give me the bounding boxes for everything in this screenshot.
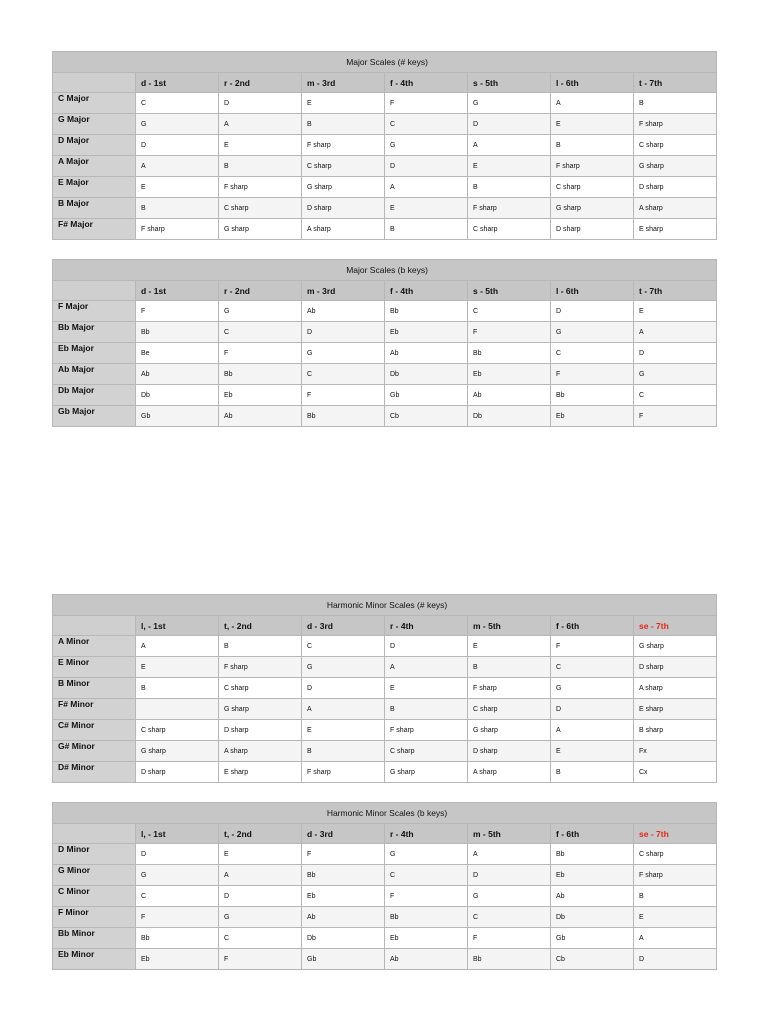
note-cell: E sharp bbox=[219, 762, 302, 783]
scale-name: F Major bbox=[53, 301, 136, 322]
note-cell: D sharp bbox=[551, 219, 634, 240]
note-cell: Ab bbox=[385, 343, 468, 364]
harmonic-minor-flat-keys-table bbox=[52, 802, 717, 970]
note-cell: E bbox=[136, 177, 219, 198]
note-cell: F sharp bbox=[302, 762, 385, 783]
note-cell: C sharp bbox=[468, 219, 551, 240]
scale-name: D Minor bbox=[53, 844, 136, 865]
note-cell: F sharp bbox=[468, 678, 551, 699]
note-cell: G sharp bbox=[302, 177, 385, 198]
degree-header: r - 4th bbox=[385, 824, 468, 844]
note-cell: A bbox=[136, 636, 219, 657]
table-title: Harmonic Minor Scales (# keys) bbox=[53, 595, 717, 616]
scale-name: D# Minor bbox=[53, 762, 136, 783]
note-cell: C bbox=[136, 886, 219, 907]
note-cell: F sharp bbox=[634, 865, 717, 886]
note-cell: D sharp bbox=[634, 657, 717, 678]
note-cell: Db bbox=[551, 907, 634, 928]
note-cell: F bbox=[219, 949, 302, 970]
degree-header-leading-tone: se - 7th bbox=[634, 616, 717, 636]
note-cell: A bbox=[634, 928, 717, 949]
note-cell: Be bbox=[136, 343, 219, 364]
note-cell: B sharp bbox=[634, 720, 717, 741]
note-cell: A sharp bbox=[634, 678, 717, 699]
note-cell: D bbox=[385, 156, 468, 177]
note-cell: E bbox=[385, 678, 468, 699]
note-cell: G sharp bbox=[551, 198, 634, 219]
note-cell: Bb bbox=[136, 928, 219, 949]
note-cell: D bbox=[136, 844, 219, 865]
note-cell: B bbox=[551, 762, 634, 783]
table-title: Major Scales (# keys) bbox=[53, 52, 717, 73]
note-cell: A bbox=[302, 699, 385, 720]
note-cell: G bbox=[219, 301, 302, 322]
note-cell: Ab bbox=[551, 886, 634, 907]
corner-cell bbox=[53, 616, 136, 636]
degree-header: s - 5th bbox=[468, 281, 551, 301]
note-cell: F sharp bbox=[219, 657, 302, 678]
note-cell: D bbox=[219, 886, 302, 907]
note-cell: D bbox=[634, 949, 717, 970]
note-cell: Cb bbox=[385, 406, 468, 427]
note-cell: E bbox=[634, 907, 717, 928]
note-cell: D sharp bbox=[136, 762, 219, 783]
note-cell: C sharp bbox=[468, 699, 551, 720]
note-cell: Eb bbox=[551, 865, 634, 886]
degree-header: r - 4th bbox=[385, 616, 468, 636]
note-cell: A sharp bbox=[468, 762, 551, 783]
note-cell: C bbox=[385, 865, 468, 886]
note-cell: C bbox=[302, 636, 385, 657]
scale-name: B Minor bbox=[53, 678, 136, 699]
degree-header: t, - 2nd bbox=[219, 824, 302, 844]
degree-header: t, - 2nd bbox=[219, 616, 302, 636]
note-cell: Db bbox=[468, 406, 551, 427]
degree-header: d - 3rd bbox=[302, 616, 385, 636]
note-cell: Ab bbox=[385, 949, 468, 970]
table-row bbox=[53, 907, 717, 928]
note-cell: F sharp bbox=[634, 114, 717, 135]
note-cell: G sharp bbox=[634, 636, 717, 657]
degree-header: l - 6th bbox=[551, 281, 634, 301]
scale-name: E Minor bbox=[53, 657, 136, 678]
note-cell: C bbox=[551, 343, 634, 364]
note-cell: E sharp bbox=[634, 219, 717, 240]
note-cell: B bbox=[468, 657, 551, 678]
note-cell: A bbox=[468, 135, 551, 156]
note-cell: Bb bbox=[551, 844, 634, 865]
note-cell: Bb bbox=[302, 865, 385, 886]
note-cell: C bbox=[302, 364, 385, 385]
table-row bbox=[53, 301, 717, 322]
note-cell: Bb bbox=[468, 949, 551, 970]
note-cell: G bbox=[302, 343, 385, 364]
table-row bbox=[53, 156, 717, 177]
note-cell: F bbox=[551, 364, 634, 385]
scale-name: Eb Minor bbox=[53, 949, 136, 970]
note-cell: C bbox=[468, 301, 551, 322]
note-cell: D bbox=[136, 135, 219, 156]
table-row bbox=[53, 177, 717, 198]
note-cell: Bb bbox=[136, 322, 219, 343]
note-cell: C bbox=[551, 657, 634, 678]
scale-name: Db Major bbox=[53, 385, 136, 406]
note-cell: E bbox=[302, 93, 385, 114]
degree-header: f - 4th bbox=[385, 281, 468, 301]
note-cell: B bbox=[634, 886, 717, 907]
note-cell: F bbox=[468, 322, 551, 343]
degree-header: m - 5th bbox=[468, 824, 551, 844]
note-cell: A bbox=[219, 865, 302, 886]
note-cell: C sharp bbox=[136, 720, 219, 741]
major-flat-keys-table bbox=[52, 259, 717, 427]
note-cell: E bbox=[219, 844, 302, 865]
note-cell: A bbox=[634, 322, 717, 343]
note-cell: Cb bbox=[551, 949, 634, 970]
table-row bbox=[53, 865, 717, 886]
note-cell: B bbox=[551, 135, 634, 156]
note-cell: B bbox=[136, 678, 219, 699]
note-cell: E bbox=[302, 720, 385, 741]
note-cell bbox=[136, 699, 219, 720]
note-cell: Cx bbox=[634, 762, 717, 783]
note-cell: Bb bbox=[219, 364, 302, 385]
note-cell: E bbox=[551, 741, 634, 762]
table-title: Harmonic Minor Scales (b keys) bbox=[53, 803, 717, 824]
note-cell: F bbox=[385, 886, 468, 907]
degree-header: t - 7th bbox=[634, 281, 717, 301]
note-cell: Bb bbox=[385, 301, 468, 322]
note-cell: G bbox=[385, 844, 468, 865]
table-row bbox=[53, 886, 717, 907]
scale-name: A Minor bbox=[53, 636, 136, 657]
scale-name: G Major bbox=[53, 114, 136, 135]
note-cell: F sharp bbox=[551, 156, 634, 177]
note-cell: B bbox=[219, 156, 302, 177]
scale-name: G Minor bbox=[53, 865, 136, 886]
degree-header: l - 6th bbox=[551, 73, 634, 93]
harmonic-minor-sharp-keys-table bbox=[52, 594, 717, 783]
table-row bbox=[53, 322, 717, 343]
note-cell: G sharp bbox=[136, 741, 219, 762]
note-cell: Bb bbox=[551, 385, 634, 406]
note-cell: B bbox=[468, 177, 551, 198]
note-cell: C bbox=[136, 93, 219, 114]
note-cell: Gb bbox=[136, 406, 219, 427]
note-cell: D bbox=[468, 114, 551, 135]
table-row bbox=[53, 949, 717, 970]
note-cell: F sharp bbox=[468, 198, 551, 219]
note-cell: B bbox=[302, 114, 385, 135]
note-cell: D bbox=[302, 322, 385, 343]
note-cell: G bbox=[551, 678, 634, 699]
note-cell: G bbox=[219, 907, 302, 928]
table-row bbox=[53, 678, 717, 699]
note-cell: D bbox=[385, 636, 468, 657]
note-cell: D sharp bbox=[302, 198, 385, 219]
note-cell: Ab bbox=[219, 406, 302, 427]
note-cell: Eb bbox=[219, 385, 302, 406]
note-cell: Ab bbox=[302, 907, 385, 928]
degree-header: r - 2nd bbox=[219, 73, 302, 93]
scale-name: Eb Major bbox=[53, 343, 136, 364]
note-cell: F bbox=[136, 301, 219, 322]
note-cell: G sharp bbox=[385, 762, 468, 783]
note-cell: D bbox=[551, 699, 634, 720]
table-row bbox=[53, 844, 717, 865]
note-cell: F bbox=[468, 928, 551, 949]
scale-name: D Major bbox=[53, 135, 136, 156]
note-cell: F bbox=[302, 844, 385, 865]
table-row bbox=[53, 93, 717, 114]
degree-header: f - 6th bbox=[551, 824, 634, 844]
scale-name: Ab Major bbox=[53, 364, 136, 385]
note-cell: A sharp bbox=[219, 741, 302, 762]
scale-name: B Major bbox=[53, 198, 136, 219]
note-cell: D bbox=[302, 678, 385, 699]
degree-header: s - 5th bbox=[468, 73, 551, 93]
table-row bbox=[53, 114, 717, 135]
note-cell: D bbox=[468, 865, 551, 886]
note-cell: F bbox=[219, 343, 302, 364]
degree-header: r - 2nd bbox=[219, 281, 302, 301]
scale-name: A Major bbox=[53, 156, 136, 177]
note-cell: Ab bbox=[302, 301, 385, 322]
note-cell: C bbox=[634, 385, 717, 406]
corner-cell bbox=[53, 73, 136, 93]
scale-name: C Major bbox=[53, 93, 136, 114]
note-cell: F sharp bbox=[136, 219, 219, 240]
note-cell: E bbox=[385, 198, 468, 219]
note-cell: G bbox=[551, 322, 634, 343]
note-cell: A sharp bbox=[302, 219, 385, 240]
note-cell: B bbox=[219, 636, 302, 657]
table-row bbox=[53, 364, 717, 385]
note-cell: G bbox=[468, 93, 551, 114]
degree-header: m - 3rd bbox=[302, 281, 385, 301]
note-cell: E bbox=[551, 114, 634, 135]
scale-name: C Minor bbox=[53, 886, 136, 907]
table-row bbox=[53, 762, 717, 783]
corner-cell bbox=[53, 281, 136, 301]
scale-name: C# Minor bbox=[53, 720, 136, 741]
degree-header: l, - 1st bbox=[136, 824, 219, 844]
note-cell: G sharp bbox=[468, 720, 551, 741]
note-cell: F bbox=[302, 385, 385, 406]
note-cell: G bbox=[302, 657, 385, 678]
note-cell: G bbox=[634, 364, 717, 385]
note-cell: E bbox=[219, 135, 302, 156]
note-cell: E bbox=[634, 301, 717, 322]
note-cell: C bbox=[385, 114, 468, 135]
note-cell: Ab bbox=[136, 364, 219, 385]
note-cell: C bbox=[468, 907, 551, 928]
note-cell: B bbox=[136, 198, 219, 219]
note-cell: Eb bbox=[468, 364, 551, 385]
note-cell: F sharp bbox=[219, 177, 302, 198]
note-cell: A bbox=[551, 93, 634, 114]
note-cell: A bbox=[385, 177, 468, 198]
degree-header: l, - 1st bbox=[136, 616, 219, 636]
note-cell: F sharp bbox=[302, 135, 385, 156]
note-cell: F bbox=[385, 93, 468, 114]
note-cell: E sharp bbox=[634, 699, 717, 720]
table-row bbox=[53, 406, 717, 427]
table-row bbox=[53, 198, 717, 219]
note-cell: F sharp bbox=[385, 720, 468, 741]
table-row bbox=[53, 699, 717, 720]
note-cell: Bb bbox=[468, 343, 551, 364]
note-cell: E bbox=[468, 156, 551, 177]
note-cell: A bbox=[551, 720, 634, 741]
note-cell: Gb bbox=[302, 949, 385, 970]
table-row bbox=[53, 928, 717, 949]
table-row bbox=[53, 636, 717, 657]
table-row bbox=[53, 720, 717, 741]
table-row bbox=[53, 343, 717, 364]
note-cell: D bbox=[551, 301, 634, 322]
note-cell: A bbox=[136, 156, 219, 177]
note-cell: D bbox=[219, 93, 302, 114]
table-row bbox=[53, 741, 717, 762]
scale-name: Bb Minor bbox=[53, 928, 136, 949]
note-cell: Eb bbox=[385, 322, 468, 343]
note-cell: Eb bbox=[136, 949, 219, 970]
degree-header: m - 3rd bbox=[302, 73, 385, 93]
note-cell: A bbox=[468, 844, 551, 865]
note-cell: B bbox=[385, 219, 468, 240]
note-cell: Db bbox=[385, 364, 468, 385]
note-cell: Db bbox=[302, 928, 385, 949]
note-cell: G bbox=[136, 114, 219, 135]
scale-name: F# Minor bbox=[53, 699, 136, 720]
note-cell: C sharp bbox=[385, 741, 468, 762]
degree-header-leading-tone: se - 7th bbox=[634, 824, 717, 844]
degree-header: d - 1st bbox=[136, 281, 219, 301]
note-cell: D sharp bbox=[219, 720, 302, 741]
table-row bbox=[53, 135, 717, 156]
note-cell: Eb bbox=[551, 406, 634, 427]
degree-header: t - 7th bbox=[634, 73, 717, 93]
note-cell: B bbox=[302, 741, 385, 762]
note-cell: C sharp bbox=[219, 198, 302, 219]
note-cell: C bbox=[219, 928, 302, 949]
note-cell: C sharp bbox=[634, 844, 717, 865]
note-cell: C sharp bbox=[551, 177, 634, 198]
note-cell: Ab bbox=[468, 385, 551, 406]
note-cell: D sharp bbox=[634, 177, 717, 198]
note-cell: D sharp bbox=[468, 741, 551, 762]
scale-name: Gb Major bbox=[53, 406, 136, 427]
note-cell: Fx bbox=[634, 741, 717, 762]
note-cell: B bbox=[634, 93, 717, 114]
note-cell: A sharp bbox=[634, 198, 717, 219]
note-cell: F bbox=[136, 907, 219, 928]
note-cell: D bbox=[634, 343, 717, 364]
table-row bbox=[53, 657, 717, 678]
note-cell: Gb bbox=[551, 928, 634, 949]
table-row bbox=[53, 385, 717, 406]
note-cell: G sharp bbox=[634, 156, 717, 177]
note-cell: Db bbox=[136, 385, 219, 406]
note-cell: C sharp bbox=[302, 156, 385, 177]
note-cell: G bbox=[468, 886, 551, 907]
corner-cell bbox=[53, 824, 136, 844]
note-cell: A bbox=[385, 657, 468, 678]
degree-header: d - 1st bbox=[136, 73, 219, 93]
scale-name: Bb Major bbox=[53, 322, 136, 343]
degree-header: f - 4th bbox=[385, 73, 468, 93]
note-cell: E bbox=[136, 657, 219, 678]
note-cell: G bbox=[136, 865, 219, 886]
scale-name: F# Major bbox=[53, 219, 136, 240]
note-cell: F bbox=[634, 406, 717, 427]
major-sharp-keys-table bbox=[52, 51, 717, 240]
note-cell: C bbox=[219, 322, 302, 343]
note-cell: G bbox=[385, 135, 468, 156]
note-cell: G sharp bbox=[219, 699, 302, 720]
note-cell: Gb bbox=[385, 385, 468, 406]
degree-header: f - 6th bbox=[551, 616, 634, 636]
note-cell: C sharp bbox=[219, 678, 302, 699]
scale-name: F Minor bbox=[53, 907, 136, 928]
table-title: Major Scales (b keys) bbox=[53, 260, 717, 281]
note-cell: Eb bbox=[385, 928, 468, 949]
note-cell: F bbox=[551, 636, 634, 657]
note-cell: Bb bbox=[385, 907, 468, 928]
scale-name: E Major bbox=[53, 177, 136, 198]
degree-header: m - 5th bbox=[468, 616, 551, 636]
note-cell: E bbox=[468, 636, 551, 657]
note-cell: C sharp bbox=[634, 135, 717, 156]
note-cell: Bb bbox=[302, 406, 385, 427]
scale-name: G# Minor bbox=[53, 741, 136, 762]
degree-header: d - 3rd bbox=[302, 824, 385, 844]
note-cell: Eb bbox=[302, 886, 385, 907]
table-row bbox=[53, 219, 717, 240]
note-cell: A bbox=[219, 114, 302, 135]
note-cell: B bbox=[385, 699, 468, 720]
note-cell: G sharp bbox=[219, 219, 302, 240]
